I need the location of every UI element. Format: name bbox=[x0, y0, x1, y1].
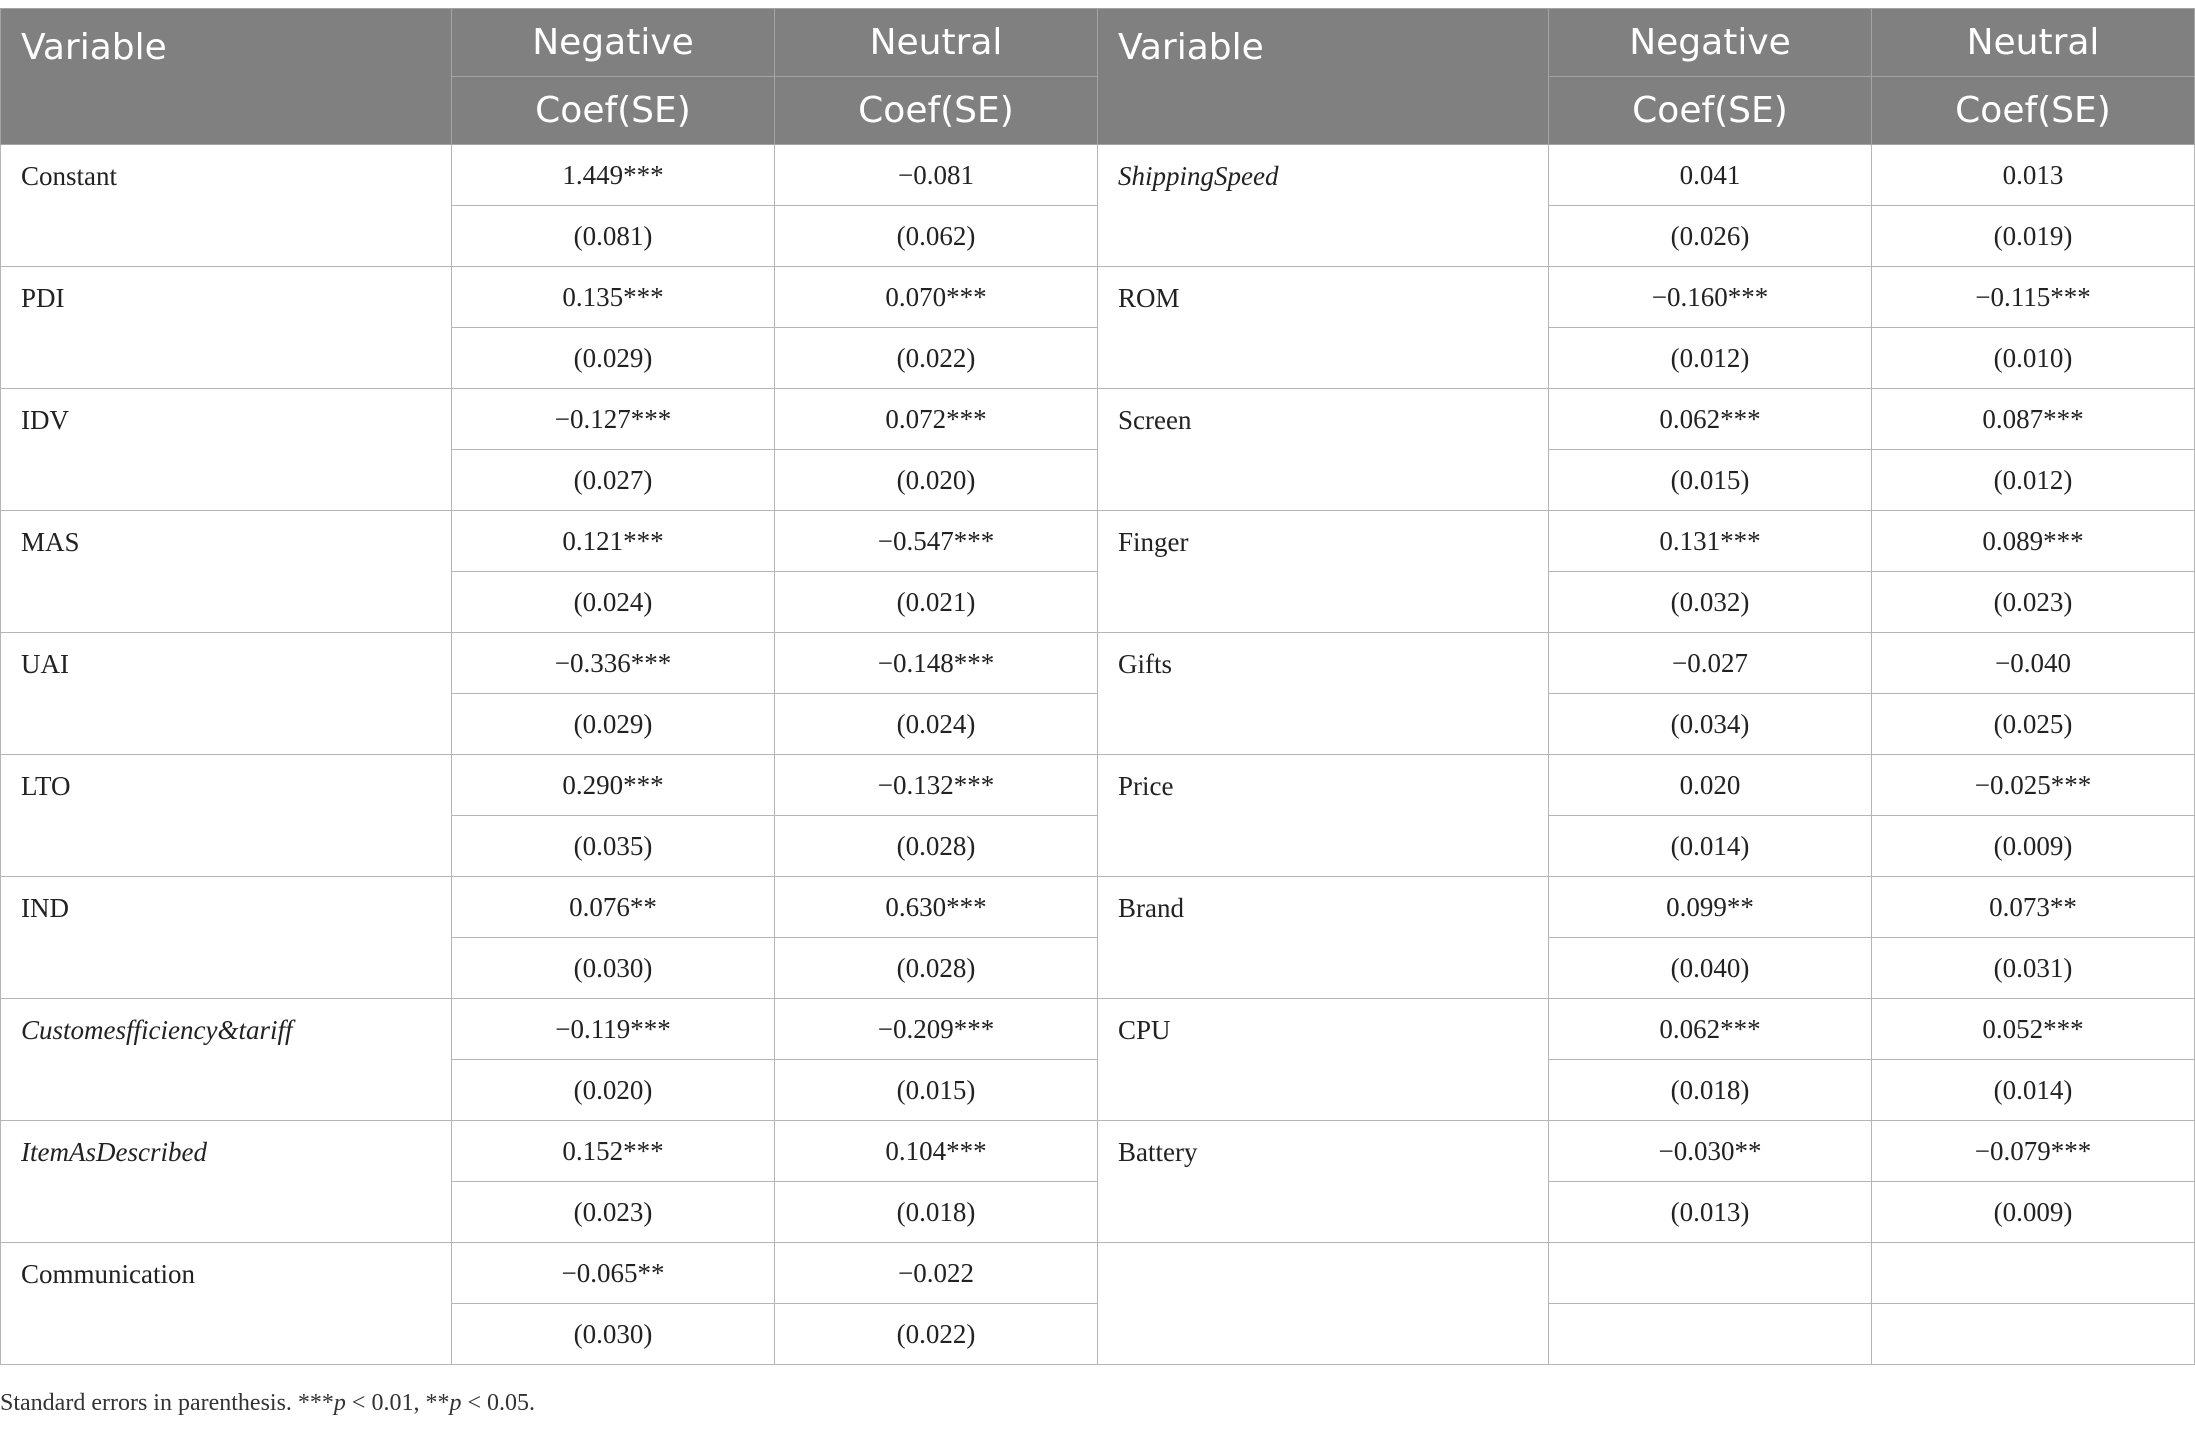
neutral-coef-left: −0.547*** bbox=[775, 511, 1098, 572]
negative-coef-left: 0.076** bbox=[452, 877, 775, 938]
table-row bbox=[1, 877, 2195, 938]
neutral-coef-right: −0.115*** bbox=[1872, 267, 2195, 328]
negative-coef-right: 0.131*** bbox=[1549, 511, 1872, 572]
neutral-coef-right: −0.025*** bbox=[1872, 755, 2195, 816]
table-row bbox=[1, 145, 2195, 206]
negative-se-right: (0.015) bbox=[1549, 450, 1872, 511]
neutral-coef-left: 0.630*** bbox=[775, 877, 1098, 938]
variable-name-right: Screen bbox=[1098, 389, 1549, 511]
neutral-se-left: (0.022) bbox=[775, 1304, 1098, 1365]
table-header bbox=[1, 9, 2195, 145]
neutral-se-left: (0.018) bbox=[775, 1182, 1098, 1243]
header-row-group bbox=[1, 9, 2195, 77]
header-negative-left: Negative bbox=[452, 9, 775, 77]
negative-coef-left: −0.127*** bbox=[452, 389, 775, 450]
header-negative-right: Negative bbox=[1549, 9, 1872, 77]
negative-se-right: (0.018) bbox=[1549, 1060, 1872, 1121]
negative-se-left: (0.023) bbox=[452, 1182, 775, 1243]
table-row bbox=[1, 389, 2195, 450]
neutral-coef-left: 0.070*** bbox=[775, 267, 1098, 328]
variable-name-left: IDV bbox=[1, 389, 452, 511]
neutral-coef-left: −0.148*** bbox=[775, 633, 1098, 694]
neutral-se-left: (0.028) bbox=[775, 938, 1098, 999]
negative-se-right: (0.034) bbox=[1549, 694, 1872, 755]
regression-table bbox=[0, 8, 2195, 1365]
table-row bbox=[1, 511, 2195, 572]
table-footnote bbox=[0, 1390, 535, 1417]
neutral-se-right: (0.012) bbox=[1872, 450, 2195, 511]
negative-coef-left: 0.121*** bbox=[452, 511, 775, 572]
neutral-coef-left: −0.022 bbox=[775, 1243, 1098, 1304]
negative-coef-right: 0.062*** bbox=[1549, 389, 1872, 450]
neutral-se-right: (0.014) bbox=[1872, 1060, 2195, 1121]
neutral-se-left: (0.021) bbox=[775, 572, 1098, 633]
footnote-stars-1: *** bbox=[297, 1390, 334, 1416]
neutral-coef-left: 0.072*** bbox=[775, 389, 1098, 450]
negative-se-left: (0.029) bbox=[452, 328, 775, 389]
variable-name-right: Battery bbox=[1098, 1121, 1549, 1243]
variable-name-right: CPU bbox=[1098, 999, 1549, 1121]
neutral-se-left: (0.024) bbox=[775, 694, 1098, 755]
variable-name-right bbox=[1098, 1243, 1549, 1365]
negative-se-left: (0.081) bbox=[452, 206, 775, 267]
header-coef-negative-left: Coef(SE) bbox=[452, 77, 775, 145]
footnote-cond-2: < 0.05. bbox=[461, 1390, 536, 1416]
header-variable-right: Variable bbox=[1098, 9, 1549, 145]
negative-coef-right bbox=[1549, 1243, 1872, 1304]
negative-coef-right: 0.062*** bbox=[1549, 999, 1872, 1060]
variable-name-right: Finger bbox=[1098, 511, 1549, 633]
neutral-coef-right: 0.073** bbox=[1872, 877, 2195, 938]
neutral-se-right: (0.009) bbox=[1872, 1182, 2195, 1243]
negative-se-right: (0.013) bbox=[1549, 1182, 1872, 1243]
neutral-se-right: (0.010) bbox=[1872, 328, 2195, 389]
variable-name-left: Communication bbox=[1, 1243, 452, 1365]
header-neutral-left: Neutral bbox=[775, 9, 1098, 77]
neutral-coef-right: 0.052*** bbox=[1872, 999, 2195, 1060]
header-coef-neutral-left: Coef(SE) bbox=[775, 77, 1098, 145]
negative-coef-left: 0.152*** bbox=[452, 1121, 775, 1182]
variable-name-left: IND bbox=[1, 877, 452, 999]
negative-se-right: (0.040) bbox=[1549, 938, 1872, 999]
neutral-coef-right: 0.013 bbox=[1872, 145, 2195, 206]
neutral-se-right: (0.025) bbox=[1872, 694, 2195, 755]
negative-coef-left: −0.119*** bbox=[452, 999, 775, 1060]
negative-coef-left: −0.336*** bbox=[452, 633, 775, 694]
header-variable-left: Variable bbox=[1, 9, 452, 145]
negative-coef-right: −0.160*** bbox=[1549, 267, 1872, 328]
negative-coef-right: 0.020 bbox=[1549, 755, 1872, 816]
negative-se-left: (0.035) bbox=[452, 816, 775, 877]
variable-name-right: ROM bbox=[1098, 267, 1549, 389]
negative-se-left: (0.020) bbox=[452, 1060, 775, 1121]
table-row bbox=[1, 267, 2195, 328]
table-row bbox=[1, 999, 2195, 1060]
negative-se-left: (0.029) bbox=[452, 694, 775, 755]
negative-se-right: (0.032) bbox=[1549, 572, 1872, 633]
table-row bbox=[1, 1243, 2195, 1304]
variable-name-left: Constant bbox=[1, 145, 452, 267]
negative-coef-left: 0.135*** bbox=[452, 267, 775, 328]
variable-name-right: Gifts bbox=[1098, 633, 1549, 755]
neutral-coef-right: 0.089*** bbox=[1872, 511, 2195, 572]
variable-name-left: MAS bbox=[1, 511, 452, 633]
variable-name-left: PDI bbox=[1, 267, 452, 389]
variable-name-left: Customesfficiency&tariff bbox=[1, 999, 452, 1121]
header-coef-neutral-right: Coef(SE) bbox=[1872, 77, 2195, 145]
negative-se-right bbox=[1549, 1304, 1872, 1365]
neutral-coef-right bbox=[1872, 1243, 2195, 1304]
neutral-coef-left: −0.132*** bbox=[775, 755, 1098, 816]
neutral-coef-left: 0.104*** bbox=[775, 1121, 1098, 1182]
neutral-coef-right: −0.079*** bbox=[1872, 1121, 2195, 1182]
header-coef-negative-right: Coef(SE) bbox=[1549, 77, 1872, 145]
variable-name-right: Brand bbox=[1098, 877, 1549, 999]
variable-name-right: ShippingSpeed bbox=[1098, 145, 1549, 267]
footnote-p-1: p bbox=[333, 1390, 346, 1416]
table-row bbox=[1, 633, 2195, 694]
neutral-coef-left: −0.209*** bbox=[775, 999, 1098, 1060]
negative-se-left: (0.030) bbox=[452, 938, 775, 999]
negative-se-left: (0.027) bbox=[452, 450, 775, 511]
neutral-se-left: (0.015) bbox=[775, 1060, 1098, 1121]
negative-coef-right: −0.030** bbox=[1549, 1121, 1872, 1182]
negative-coef-left: 0.290*** bbox=[452, 755, 775, 816]
table-row bbox=[1, 755, 2195, 816]
negative-coef-right: −0.027 bbox=[1549, 633, 1872, 694]
neutral-se-left: (0.020) bbox=[775, 450, 1098, 511]
table-row bbox=[1, 1121, 2195, 1182]
negative-se-left: (0.024) bbox=[452, 572, 775, 633]
neutral-se-right: (0.019) bbox=[1872, 206, 2195, 267]
negative-se-right: (0.012) bbox=[1549, 328, 1872, 389]
neutral-se-left: (0.028) bbox=[775, 816, 1098, 877]
negative-coef-left: 1.449*** bbox=[452, 145, 775, 206]
footnote-lead: Standard errors in parenthesis. bbox=[0, 1390, 298, 1416]
negative-se-left: (0.030) bbox=[452, 1304, 775, 1365]
neutral-coef-right: −0.040 bbox=[1872, 633, 2195, 694]
negative-coef-right: 0.041 bbox=[1549, 145, 1872, 206]
neutral-se-right: (0.009) bbox=[1872, 816, 2195, 877]
variable-name-left: LTO bbox=[1, 755, 452, 877]
neutral-se-right bbox=[1872, 1304, 2195, 1365]
neutral-coef-left: −0.081 bbox=[775, 145, 1098, 206]
header-neutral-right: Neutral bbox=[1872, 9, 2195, 77]
neutral-se-right: (0.031) bbox=[1872, 938, 2195, 999]
negative-coef-left: −0.065** bbox=[452, 1243, 775, 1304]
footnote-stars-2: ** bbox=[425, 1390, 450, 1416]
variable-name-left: ItemAsDescribed bbox=[1, 1121, 452, 1243]
variable-name-right: Price bbox=[1098, 755, 1549, 877]
neutral-coef-right: 0.087*** bbox=[1872, 389, 2195, 450]
footnote-cond-1: < 0.01, bbox=[345, 1390, 426, 1416]
negative-se-right: (0.014) bbox=[1549, 816, 1872, 877]
table-body bbox=[1, 145, 2195, 1365]
variable-name-left: UAI bbox=[1, 633, 452, 755]
neutral-se-right: (0.023) bbox=[1872, 572, 2195, 633]
neutral-se-left: (0.022) bbox=[775, 328, 1098, 389]
neutral-se-left: (0.062) bbox=[775, 206, 1098, 267]
negative-coef-right: 0.099** bbox=[1549, 877, 1872, 938]
footnote-p-2: p bbox=[449, 1390, 462, 1416]
negative-se-right: (0.026) bbox=[1549, 206, 1872, 267]
